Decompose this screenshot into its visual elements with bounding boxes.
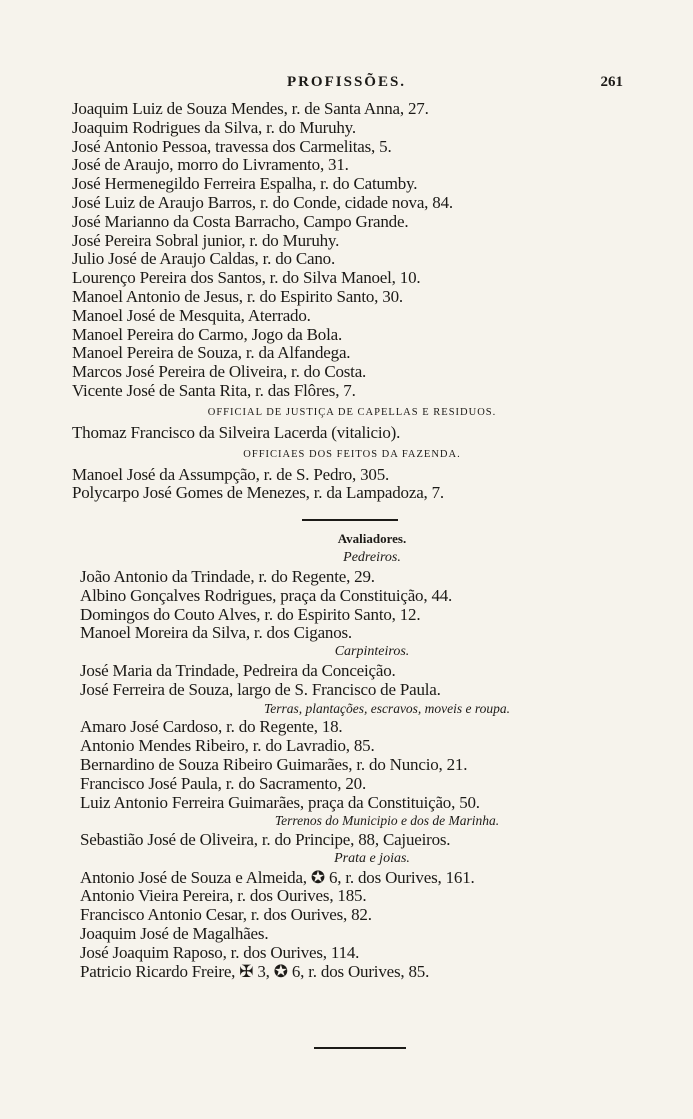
list-item: Manoel Moreira da Silva, r. dos Ciganos. (80, 623, 352, 643)
list-item: José Maria da Trindade, Pedreira da Conceição. (80, 660, 396, 680)
list-item: João Antonio da Trindade, r. do Regente, 29. (80, 566, 375, 586)
subsection-heading-carpinteiros: Carpinteiros. (334, 644, 410, 660)
list-item: José Ferreira de Souza, largo de S. Francisco de Paula. (80, 679, 441, 699)
list-item: Lourenço Pereira dos Santos, r. do Silva Manoel, 10. (72, 268, 421, 288)
subsection-heading-terras: Terras, plantações, escravos, moveis e roupa. (263, 700, 511, 716)
subsection-heading-prata: Prata e joias. (334, 850, 410, 866)
list-item: Manoel Pereira de Souza, r. da Alfandega. (72, 343, 351, 363)
list-item: Marcos José Pereira de Oliveira, r. do Costa. (72, 362, 367, 382)
list-item: Antonio Vieira Pereira, r. dos Ourives, 185. (80, 886, 367, 906)
list-item: Luiz Antonio Ferreira Guimarães, praça da Constituição, 50. (80, 792, 480, 812)
list-item: Joaquim Rodrigues da Silva, r. do Muruhy. (72, 117, 356, 137)
list-item: Bernardino de Souza Ribeiro Guimarães, r. do Nuncio, 21. (80, 754, 468, 774)
list-item: Manoel José da Assumpção, r. de S. Pedro, 305. (72, 464, 390, 484)
list-item: Francisco José Paula, r. do Sacramento, 20. (80, 773, 367, 793)
list-item: Manoel Antonio de Jesus, r. do Espirito Santo, 30. (72, 286, 403, 306)
list-item: Joaquim Luiz de Souza Mendes, r. de Santa Anna, 27. (72, 99, 429, 118)
subsection-heading-pedreiros: Pedreiros. (343, 550, 401, 566)
page-header (0, 74, 693, 96)
section-heading-official-justica: OFFICIAL DE JUSTIÇA DE CAPELLAS E RESIDUOS. (207, 406, 497, 418)
list-item: Manoel José de Mesquita, Aterrado. (72, 305, 311, 325)
list-item: Antonio José de Souza e Almeida, ✪ 6, r. dos Ourives, 161. (80, 867, 475, 887)
entries-column (72, 100, 632, 981)
list-item: Francisco Antonio Cesar, r. dos Ourives, 82. (80, 905, 372, 925)
page-number: 261 (600, 74, 623, 90)
list-item: José Antonio Pessoa, travessa dos Carmelitas, 5. (72, 136, 392, 156)
list-item: Domingos do Couto Alves, r. do Espirito Santo, 12. (80, 604, 421, 624)
list-item: Antonio Mendes Ribeiro, r. do Lavradio, 85. (80, 736, 375, 756)
subsection-heading-terrenos: Terrenos do Municipio e dos de Marinha. (274, 813, 500, 829)
list-item: Patricio Ricardo Freire, ✠ 3, ✪ 6, r. dos Ourives, 85. (80, 961, 430, 981)
list-item: José Joaquim Raposo, r. dos Ourives, 114. (80, 942, 360, 962)
end-divider (314, 1047, 406, 1049)
section-divider (302, 519, 398, 521)
list-item: Manoel Pereira do Carmo, Jogo da Bola. (72, 324, 343, 344)
list-item: Thomaz Francisco da Silveira Lacerda (vitalicio). (72, 422, 401, 442)
list-item: José Pereira Sobral junior, r. do Muruhy. (72, 230, 340, 250)
list-item: José de Araujo, morro do Livramento, 31. (72, 155, 349, 175)
page-title: PROFISSÕES. (286, 74, 407, 90)
list-item: Vicente José de Santa Rita, r. das Flôres, 7. (72, 380, 356, 400)
list-item: José Luiz de Araujo Barros, r. do Conde, cidade nova, 84. (72, 192, 453, 212)
list-item: José Marianno da Costa Barracho, Campo Grande. (72, 211, 409, 231)
list-item: Joaquim José de Magalhães. (80, 924, 269, 944)
list-item: Albino Gonçalves Rodrigues, praça da Constituição, 44. (80, 585, 453, 605)
list-item: José Hermenegildo Ferreira Espalha, r. do Catumby. (72, 174, 418, 194)
section-heading-avaliadores: Avaliadores. (337, 531, 407, 547)
section-heading-officiaes-fazenda: OFFICIAES DOS FEITOS DA FAZENDA. (243, 448, 461, 460)
list-item: Amaro José Cardoso, r. do Regente, 18. (80, 717, 343, 737)
list-item: Julio José de Araujo Caldas, r. do Cano. (72, 249, 336, 269)
list-item: Polycarpo José Gomes de Menezes, r. da Lampadoza, 7. (72, 483, 444, 503)
list-item: Sebastião José de Oliveira, r. do Principe, 88, Cajueiros. (80, 830, 451, 850)
